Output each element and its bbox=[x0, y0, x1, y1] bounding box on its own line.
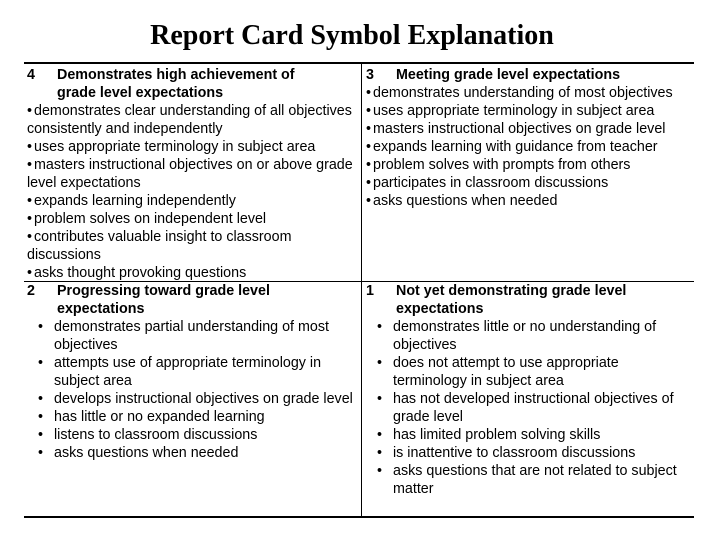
symbol-heading-text: Demonstrates high achievement of bbox=[57, 67, 295, 83]
symbol-number: 3 bbox=[366, 67, 374, 83]
symbol-heading bbox=[366, 66, 692, 84]
symbol-heading-text: Not yet demonstrating grade level bbox=[396, 283, 627, 299]
symbol-heading bbox=[27, 66, 357, 84]
criteria-item: • uses appropriate terminology in subject area bbox=[27, 138, 357, 156]
criteria-item: • expands learning with guidance from teacher bbox=[366, 138, 692, 156]
symbol-heading-continued: grade level expectations bbox=[57, 85, 224, 101]
criteria-list bbox=[27, 102, 357, 282]
symbol-table bbox=[24, 62, 694, 518]
criteria-item: • expands learning independently bbox=[27, 192, 357, 210]
bullet-icon: • bbox=[376, 463, 382, 479]
criteria-item: • has not developed instructional objectives of grade level bbox=[366, 390, 692, 426]
bullet-icon: • bbox=[376, 445, 382, 461]
criteria-item: • is inattentive to classroom discussions bbox=[366, 444, 692, 462]
column-divider bbox=[361, 64, 362, 516]
page-title: Report Card Symbol Explanation bbox=[150, 20, 554, 51]
bullet-icon: • bbox=[37, 319, 43, 335]
bullet-icon: • bbox=[376, 355, 382, 371]
symbol-heading bbox=[366, 282, 692, 300]
bullet-icon: • bbox=[376, 391, 382, 407]
criteria-item: • masters instructional objectives on grade level bbox=[366, 120, 692, 138]
symbol-cell-1 bbox=[366, 282, 692, 498]
symbol-number: 4 bbox=[27, 67, 35, 83]
symbol-heading bbox=[27, 282, 357, 300]
symbol-heading-text: Progressing toward grade level bbox=[57, 283, 270, 299]
criteria-item: • asks questions that are not related to subject matter bbox=[366, 462, 692, 498]
symbol-cell-4 bbox=[27, 66, 357, 282]
criteria-item: • demonstrates clear understanding of all objectives consistently and independently bbox=[27, 102, 357, 138]
criteria-list bbox=[366, 318, 692, 498]
bullet-icon: • bbox=[37, 427, 43, 443]
criteria-item: • demonstrates partial understanding of most objectives bbox=[27, 318, 357, 354]
symbol-number: 2 bbox=[27, 283, 35, 299]
symbol-heading-text: Meeting grade level expectations bbox=[396, 67, 621, 83]
criteria-item: • participates in classroom discussions bbox=[366, 174, 692, 192]
bullet-icon: • bbox=[376, 319, 382, 335]
bullet-icon: • bbox=[376, 427, 382, 443]
criteria-item: • demonstrates understanding of most objectives bbox=[366, 84, 692, 102]
criteria-item: • uses appropriate terminology in subject area bbox=[366, 102, 692, 120]
symbol-cell-2 bbox=[27, 282, 357, 462]
bullet-icon: • bbox=[37, 355, 43, 371]
criteria-item: • problem solves with prompts from others bbox=[366, 156, 692, 174]
criteria-list bbox=[366, 84, 692, 210]
bullet-icon: • bbox=[37, 391, 43, 407]
symbol-heading-continued: expectations bbox=[57, 301, 145, 317]
criteria-item: • problem solves on independent level bbox=[27, 210, 357, 228]
criteria-list bbox=[27, 318, 357, 462]
criteria-item: • masters instructional objectives on or above grade level expectations bbox=[27, 156, 357, 192]
criteria-item: • has little or no expanded learning bbox=[27, 408, 357, 426]
criteria-item: • asks thought provoking questions bbox=[27, 264, 357, 282]
criteria-item: • demonstrates little or no understanding of objectives bbox=[366, 318, 692, 354]
bullet-icon: • bbox=[37, 409, 43, 425]
criteria-item: • asks questions when needed bbox=[27, 444, 357, 462]
criteria-item: • does not attempt to use appropriate terminology in subject area bbox=[366, 354, 692, 390]
criteria-item: • asks questions when needed bbox=[366, 192, 692, 210]
symbol-cell-3 bbox=[366, 66, 692, 210]
symbol-number: 1 bbox=[366, 283, 374, 299]
criteria-item: • has limited problem solving skills bbox=[366, 426, 692, 444]
criteria-item: • contributes valuable insight to classroom discussions bbox=[27, 228, 357, 264]
criteria-item: • listens to classroom discussions bbox=[27, 426, 357, 444]
bullet-icon: • bbox=[37, 445, 43, 461]
symbol-heading-continued: expectations bbox=[396, 301, 484, 317]
criteria-item: • attempts use of appropriate terminology in subject area bbox=[27, 354, 357, 390]
criteria-item: • develops instructional objectives on grade level bbox=[27, 390, 357, 408]
